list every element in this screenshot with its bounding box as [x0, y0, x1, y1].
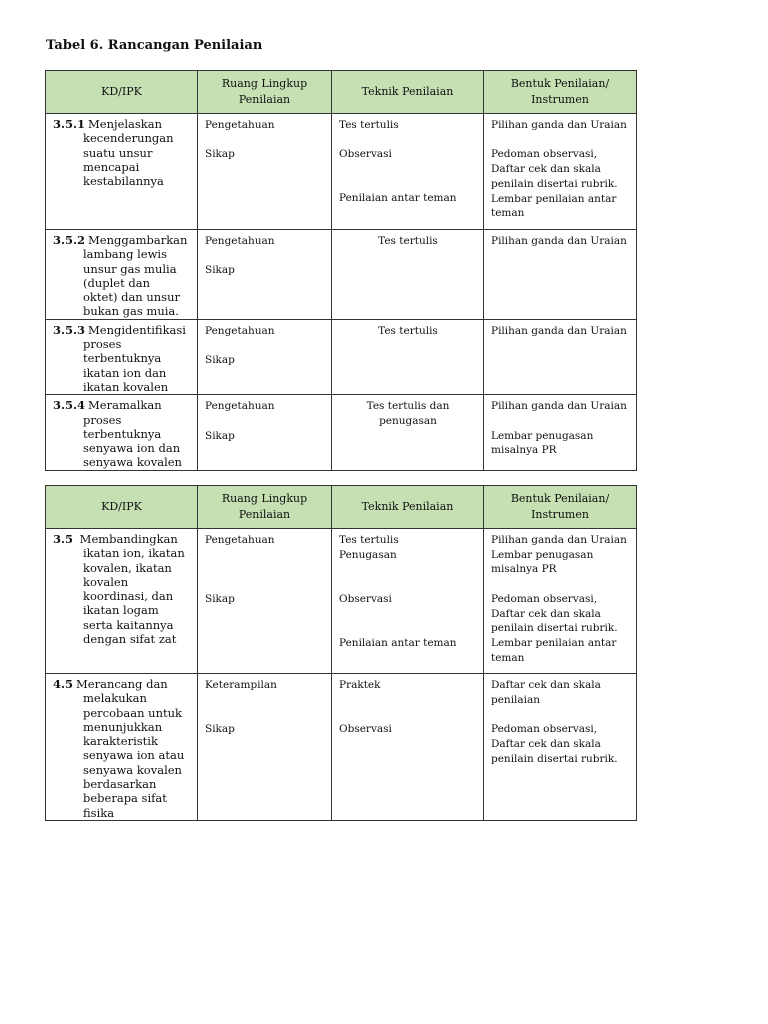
kd-cell: 3.5.1 Menjelaskan kecenderungan suatu unsur mencapai kestabilannya: [46, 114, 198, 230]
table-row: [46, 529, 637, 674]
header-ruang-lingkup: Ruang Lingkup Penilaian: [198, 71, 332, 114]
table-row: [46, 114, 637, 230]
header-ruang-lingkup: Ruang Lingkup Penilaian: [198, 486, 332, 529]
bentuk-cell: Pilihan ganda dan Uraian Pedoman observasi, Daftar cek dan skala penilain disertai rubrik. Lembar penilaian antar teman: [484, 114, 637, 230]
kd-cell: 3.5 Membandingkan ikatan ion, ikatan kovalen, ikatan kovalen koordinasi, dan ikatan logam serta kaitannya dengan sifat zat: [46, 529, 198, 674]
teknik-cell: Praktek Observasi: [332, 674, 484, 821]
header-teknik: Teknik Penilaian: [332, 486, 484, 529]
ruang-cell: Pengetahuan Sikap: [198, 230, 332, 320]
teknik-cell: Tes tertulis dan penugasan: [332, 395, 484, 470]
bentuk-cell: Pilihan ganda dan Uraian: [484, 319, 637, 394]
teknik-cell: Tes tertulis: [332, 230, 484, 320]
kd-cell: 3.5.2 Menggambarkan lambang lewis unsur gas mulia (duplet dan oktet) dan unsur bukan gas muia.: [46, 230, 198, 320]
bentuk-cell: Pilihan ganda dan Uraian: [484, 230, 637, 320]
teknik-cell: Tes tertulis Observasi Penilaian antar teman: [332, 114, 484, 230]
assessment-table-1: [45, 70, 637, 471]
bentuk-cell: Daftar cek dan skala penilaian Pedoman observasi, Daftar cek dan skala penilain disertai rubrik.: [484, 674, 637, 821]
header-kd-ipk: KD/IPK: [46, 71, 198, 114]
table-title: Tabel 6. Rancangan Penilaian: [46, 38, 263, 53]
bentuk-cell: Pilihan ganda dan Uraian Lembar penugasan misalnya PR Pedoman observasi, Daftar cek dan skala penilain disertai rubrik. Lembar penilaian antar teman: [484, 529, 637, 674]
table-row: [46, 230, 637, 320]
table-row: [46, 395, 637, 470]
header-teknik: Teknik Penilaian: [332, 71, 484, 114]
teknik-cell: Tes tertulis: [332, 319, 484, 394]
teknik-cell: Tes tertulis Penugasan Observasi Penilaian antar teman: [332, 529, 484, 674]
table-header-row: [46, 486, 637, 529]
bentuk-cell: Pilihan ganda dan Uraian Lembar penugasan misalnya PR: [484, 395, 637, 470]
ruang-cell: Keterampilan Sikap: [198, 674, 332, 821]
kd-cell: 4.5 Merancang dan melakukan percobaan untuk menunjukkan karakteristik senyawa ion atau senyawa kovalen berdasarkan beberapa sifat fisika: [46, 674, 198, 821]
table-row: [46, 319, 637, 394]
assessment-table-2: [45, 485, 637, 821]
ruang-cell: Pengetahuan Sikap: [198, 529, 332, 674]
ruang-cell: Pengetahuan Sikap: [198, 395, 332, 470]
ruang-cell: Pengetahuan Sikap: [198, 319, 332, 394]
kd-cell: 3.5.3 Mengidentifikasi proses terbentuknya ikatan ion dan ikatan kovalen: [46, 319, 198, 394]
header-bentuk: Bentuk Penilaian/ Instrumen: [484, 71, 637, 114]
header-kd-ipk: KD/IPK: [46, 486, 198, 529]
ruang-cell: Pengetahuan Sikap: [198, 114, 332, 230]
kd-cell: 3.5.4 Meramalkan proses terbentuknya senyawa ion dan senyawa kovalen: [46, 395, 198, 470]
header-bentuk: Bentuk Penilaian/ Instrumen: [484, 486, 637, 529]
table-row: [46, 674, 637, 821]
table-header-row: [46, 71, 637, 114]
